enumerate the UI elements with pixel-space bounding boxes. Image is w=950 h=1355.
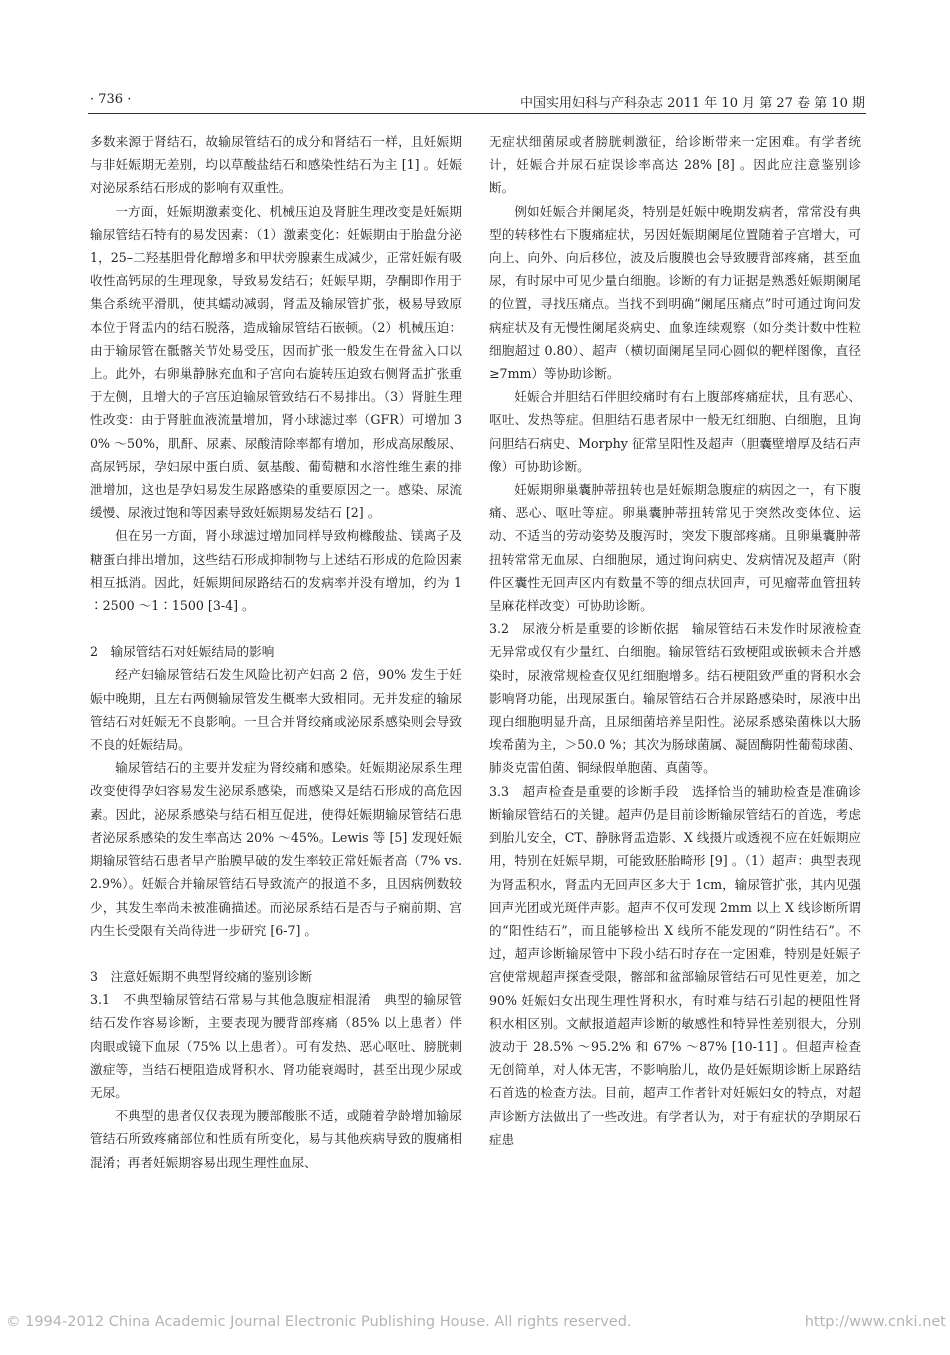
header-rule bbox=[88, 113, 866, 114]
paragraph: 多数来源于肾结石，故输尿管结石的成分和肾结石一样，且妊娠期与非妊娠期无差别，均以草酸盐结石和感染性结石为主 [1] 。妊娠对泌尿系结石形成的影响有双重性。 bbox=[90, 134, 462, 196]
paragraph: 不典型的患者仅仅表现为腰部酸胀不适，或随着孕龄增加输尿管结石所致疼痛部位和性质有所变化，易与其他疾病导致的腹痛相混淆；再者妊娠期容易出现生理性血尿、 bbox=[90, 1108, 462, 1170]
paragraph: 妊娠合并胆结石伴胆绞痛时有右上腹部疼痛症状，且有恶心、呕吐、发热等症。但胆结石患者尿中一般无红细胞、白细胞，且询问胆结石病史、Morphy 征常呈阳性及超声（胆囊壁增厚及结石声像）可协助诊断。 bbox=[489, 389, 861, 474]
paragraph: 3.1 不典型输尿管结石常易与其他急腹症相混淆 典型的输尿管结石发作容易诊断，主要表现为腰背部疼痛（85% 以上患者）伴肉眼或镜下血尿（75% 以上患者）。可有发热、恶心呕吐、膀胱刺激症等，当结石梗阻造成肾积水、肾功能衰竭时，甚至出现少尿或无尿。 bbox=[90, 992, 462, 1100]
paragraph: 3 注意妊娠期不典型肾绞痛的鉴别诊断 bbox=[90, 968, 313, 984]
paragraph: 经产妇输尿管结石发生风险比初产妇高 2 倍，90% 发生于妊娠中晚期，且左右两侧输尿管发生概率大致相同。无并发症的输尿管结石对妊娠无不良影响。一旦合并肾绞痛或泌尿系感染则会导致不良的妊娠结局。 bbox=[90, 667, 462, 753]
footer-url[interactable]: http://www.cnki.net bbox=[804, 1314, 946, 1330]
paragraph: 例如妊娠合并阑尾炎，特别是妊娠中晚期发病者，常常没有典型的转移性右下腹痛症状，另因妊娠期阑尾位置随着子宫增大，可向上、向外、向后移位，波及后腹膜也会导致腰背部疼痛，甚至血尿，有时尿中可见少量白细胞。诊断的有力证据是熟悉妊娠期阑尾的位置，寻找压痛点。当找不到明确“阑尾压痛点”时可通过询问发病症状及有无慢性阑尾炎病史、血象连续观察（如分类计数中性粒细胞超过 0.80）、超声（横切面阑尾呈同心圆似的靶样图像，直径≥7mm）等协助诊断。 bbox=[489, 203, 861, 382]
right-column bbox=[489, 130, 861, 1151]
copyright-notice: © 1994-2012 China Academic Journal Electronic Publishing House. All rights reserved. bbox=[6, 1314, 632, 1330]
paragraph: 但在另一方面，肾小球滤过增加同样导致枸橼酸盐、镁离子及糖蛋白排出增加，这些结石形成抑制物与上述结石形成的危险因素相互抵消。因此，妊娠期间尿路结石的发病率并没有增加，约为 1∶2500 ～1∶1500 [3-4] 。 bbox=[90, 528, 462, 614]
paragraph: 2 输尿管结石对妊娠结局的影响 bbox=[90, 644, 275, 660]
footer bbox=[6, 1314, 946, 1330]
paragraph: 3.2 尿液分析是重要的诊断依据 输尿管结石未发作时尿液检查无异常或仅有少量红、白细胞。输尿管结石致梗阻或嵌顿未合并感染时，尿液常规检查仅见红细胞增多。结石梗阻致严重的肾积水会影响肾功能，出现尿蛋白。输尿管结石合并尿路感染时，尿液中出现白细胞明显升高，且尿细菌培养呈阳性。泌尿系感染菌株以大肠埃希菌为主，＞50.0 %；其次为肠球菌属、凝固酶阴性葡萄球菌、肺炎克雷伯菌、铜绿假单胞菌、真菌等。 bbox=[489, 621, 861, 776]
paragraph: 无症状细菌尿或者膀胱刺激征，给诊断带来一定困难。有学者统计，妊娠合并尿石症误诊率高达 28% [8] 。因此应注意鉴别诊断。 bbox=[489, 134, 861, 196]
paragraph: 输尿管结石的主要并发症为肾绞痛和感染。妊娠期泌尿系生理改变使得孕妇容易发生泌尿系感染，而感染又是结石形成的高危因素。因此，泌尿系感染与结石相互促进，使得妊娠期输尿管结石患者泌尿系感染的发生率高达 20% ～45%。Lewis 等 [5] 发现妊娠期输尿管结石患者早产胎膜早破的发生率较正常妊娠者高（7% vs. 2.9%）。妊娠合并输尿管结石导致流产的报道不多，且因病例数较少，其发生率尚未被准确描述。而泌尿系结石是否与子痫前期、宫内生长受限有关尚待进一步研究 [6-7] 。 bbox=[90, 760, 462, 938]
journal-header: 中国实用妇科与产科杂志 2011 年 10 月 第 27 卷 第 10 期 bbox=[519, 96, 865, 111]
paragraph: 妊娠期卵巢囊肿蒂扭转也是妊娠期急腹症的病因之一，有下腹痛、恶心、呕吐等症。卵巢囊肿蒂扭转常见于突然改变体位、运动、不适当的劳动姿势及腹泻时，突发下腹部疼痛。且卵巢囊肿蒂扭转常常无血尿、白细胞尿，通过询问病史、发病情况及超声（附件区囊性无回声区内有数量不等的细点状回声，可见瘤蒂血管扭转呈麻花样改变）可协助诊断。 bbox=[489, 482, 861, 614]
page-number: · 736 · bbox=[90, 92, 132, 107]
paragraph: 一方面，妊娠期激素变化、机械压迫及肾脏生理改变是妊娠期输尿管结石特有的易发因素：（1）激素变化：妊娠期由于胎盘分泌 1，25–二羟基胆骨化醇增多和甲状旁腺素生成减少，正常妊娠有吸收性高钙尿的生理现象，导致易发结石；妊娠早期，孕酮即作用于集合系统平滑肌，使其蠕动减弱，肾盂及输尿管扩张，极易导致原本位于肾盂内的结石脱落，造成输尿管结石嵌顿。（2）机械压迫：由于输尿管在骶髂关节处易受压，因而扩张一般发生在骨盆入口以上。此外，右卵巢静脉充血和子宫向右旋转压迫致右侧肾盂扩张重于左侧，且增大的子宫压迫输尿管致结石不易排出。（3）肾脏生理性改变：由于肾脏血液流量增加，肾小球滤过率（GFR）可增加 30% ～50%，肌酐、尿素、尿酸清除率都有增加，形成高尿酸尿、高尿钙尿，孕妇尿中蛋白质、氨基酸、葡萄糖和水溶性维生素的排泄增加，这也是孕妇易发生尿路感染的重要原因之一。感染、尿流缓慢、尿液过饱和等因素导致妊娠期易发结石 [2] 。 bbox=[90, 203, 462, 521]
left-column bbox=[90, 130, 462, 1174]
paragraph: 3.3 超声检查是重要的诊断手段 选择恰当的辅助检查是准确诊断输尿管结石的关键。超声仍是目前诊断输尿管结石的首选，考虑到胎儿安全，CT、静脉肾盂造影、X 线摄片或透视不应在妊娠期应用，特别在妊娠早期，可能致胚胎畸形 [9] 。（1）超声：典型表现为肾盂积水，肾盂内无回声区多大于 1cm，输尿管扩张，其内见强回声光团或光斑伴声影。超声不仅可发现 2mm 以上 X 线诊断所谓的“阳性结石”，而且能够检出 X 线所不能发现的“阴性结石”。不过，超声诊断输尿管中下段小结石时存在一定困难，特别是妊娠子宫使常规超声探查受限，髂部和盆部输尿管结石可见性更差，加之 90% 妊娠妇女出现生理性肾积水，有时难与结石引起的梗阻性肾积水相区别。文献报道超声诊断的敏感性和特异性差别很大，分别波动于 28.5% ～95.2% 和 67% ～87% [10-11] 。但超声检查无创简单，对人体无害，不影响胎儿，故仍是妊娠期诊断上尿路结石首选的检查方法。目前，超声工作者针对妊娠妇女的特点，对超声诊断方法做出了一些改进。有学者认为，对于有症状的孕期尿石症患 bbox=[489, 783, 861, 1147]
